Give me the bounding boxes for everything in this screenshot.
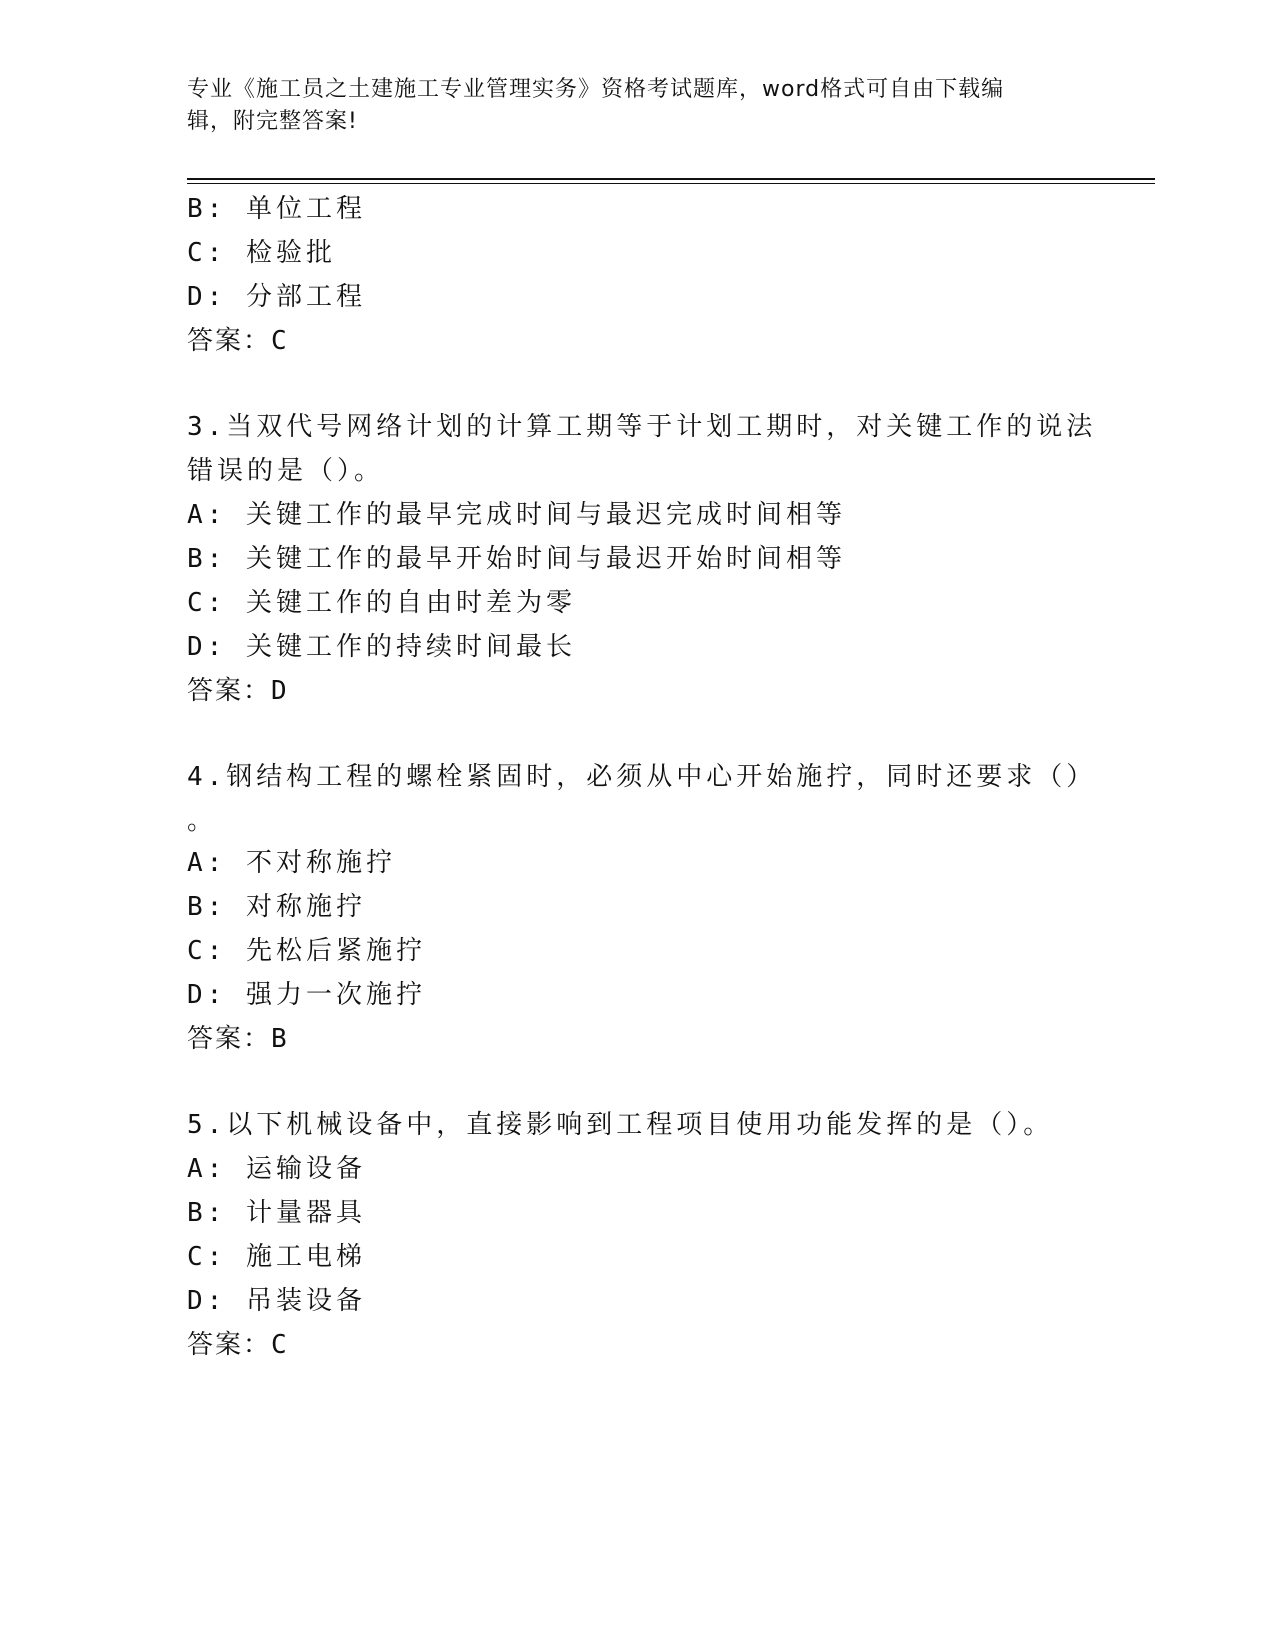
header-rule-thick	[187, 178, 1155, 180]
q5-option-c: C: 施工电梯	[187, 1242, 366, 1272]
q5-stem-line-1: 5.以下机械设备中，直接影响到工程项目使用功能发挥的是（）。	[187, 1110, 1054, 1140]
q3-stem-line-2: 错误的是（）。	[187, 456, 385, 486]
q3-stem-line-1: 3.当双代号网络计划的计算工期等于计划工期时，对关键工作的说法	[187, 412, 1097, 442]
q3-option-b: B: 关键工作的最早开始时间与最迟开始时间相等	[187, 544, 846, 574]
q4-option-a: A: 不对称施拧	[187, 848, 396, 878]
q3-option-c: C: 关键工作的自由时差为零	[187, 588, 576, 618]
q4-stem-line-1: 4.钢结构工程的螺栓紧固时，必须从中心开始施拧，同时还要求（）	[187, 762, 1097, 792]
q3-option-d: D: 关键工作的持续时间最长	[187, 632, 576, 662]
q5-option-d: D: 吊装设备	[187, 1286, 366, 1316]
q4-option-c: C: 先松后紧施拧	[187, 936, 426, 966]
q4-stem-line-2: 。	[187, 806, 218, 836]
q2-option-d: D: 分部工程	[187, 282, 366, 312]
q3-option-a: A: 关键工作的最早完成时间与最迟完成时间相等	[187, 500, 846, 530]
header-rule-thin	[187, 183, 1155, 184]
page-header	[187, 74, 1067, 138]
q2-option-b: B: 单位工程	[187, 194, 366, 224]
q5-option-a: A: 运输设备	[187, 1154, 366, 1184]
q3-answer: 答案：D	[187, 676, 289, 706]
q5-option-b: B: 计量器具	[187, 1198, 366, 1228]
q2-answer: 答案：C	[187, 326, 289, 356]
header-line-2: 辑，附完整答案!	[187, 109, 358, 134]
q2-option-c: C: 检验批	[187, 238, 336, 268]
header-line-1: 专业《施工员之土建施工专业管理实务》资格考试题库，word格式可自由下载编	[187, 77, 1005, 102]
q4-option-d: D: 强力一次施拧	[187, 980, 426, 1010]
q4-option-b: B: 对称施拧	[187, 892, 366, 922]
q4-answer: 答案：B	[187, 1024, 289, 1054]
q5-answer: 答案：C	[187, 1330, 289, 1360]
